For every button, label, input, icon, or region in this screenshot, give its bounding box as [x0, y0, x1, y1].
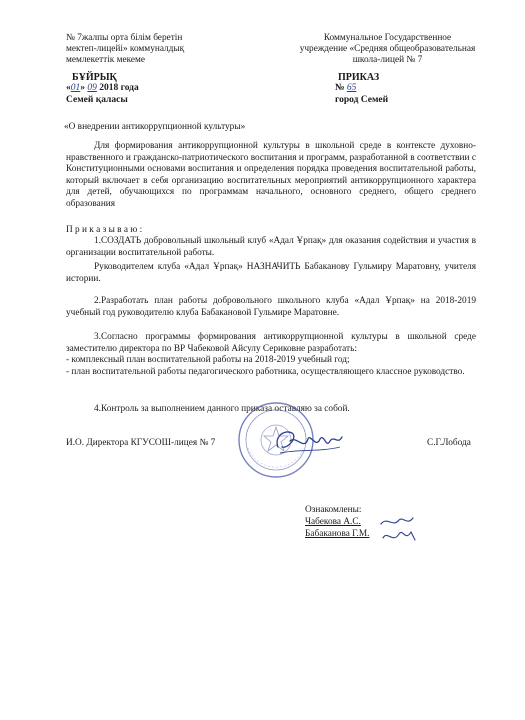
item-3: 3.Согласно программы формирования антикоррупционной культуры в школьной среде заместителю директора по ВР Чабековой Айсулу Сериковне разработать:: [66, 332, 476, 354]
item-3-sub-a: - комплексный план воспитательной работы на 2018-2019 учебный год;: [66, 355, 350, 365]
date-quote-open: «: [66, 83, 71, 93]
item-3-sub-b: - план воспитательной работы педагогического работника, осуществляющего классное руководство.: [66, 367, 465, 377]
order-title-kz: БҰЙРЫҚ: [72, 72, 117, 83]
header-left-line: мектеп-лицейі» коммуналдық: [66, 44, 185, 54]
header-right-line: учреждение «Средняя общеобразовательная: [299, 44, 476, 54]
city-kz: Семей қаласы: [66, 95, 128, 105]
header-left-line: № 7жалпы орта білім беретін: [66, 33, 183, 43]
item-1-appoint: Руководителем клуба «Адал Ұрпақ» НАЗНАЧИТЬ Бабаканову Гульмиру Маратовну, учителя истории.: [66, 262, 476, 284]
header-right-line: школа-лицей № 7: [352, 55, 423, 65]
order-subject: «О внедрении антикоррупционной культуры»: [64, 122, 246, 132]
director-position: И.О. Директора КГУСОШ-лицея № 7: [66, 438, 216, 448]
item-4: 4.Контроль за выполнением данного приказа оставляю за собой.: [94, 404, 350, 414]
city-ru: город Семей: [335, 95, 389, 105]
order-title-ru: ПРИКАЗ: [338, 72, 380, 83]
header-right-ru: [280, 33, 495, 66]
item-1: 1.СОЗДАТЬ добровольный школьный клуб «Адал Ұрпақ» для оказания содействия и участия в организации воспитательной работы.: [66, 236, 476, 258]
item-2: 2.Разработать план работы добровольного школьного клуба «Адал Ұрпақ» на 2018-2019 учебный год руководителю клуба Бабакановой Гульмире Маратовне.: [66, 296, 476, 318]
acquainted-label: Ознакомлены:: [305, 505, 362, 515]
order-date: [66, 83, 139, 93]
header-right-line: Коммунальное Государственное: [323, 33, 452, 43]
date-day: 01: [70, 83, 81, 93]
prikazyvayu-heading: П р и к а з ы в а ю :: [66, 225, 143, 235]
acquainted-person: Бабаканова Г.М.: [305, 529, 370, 539]
preamble-paragraph: Для формирования антикоррупционной культуры в школьной среде в контексте духовно-нравственного и гражданско-патриотического воспитания и программ, разработанной в соответствии с Конституционными основами воспитания и определения порядка проведения воспитательной работы, который включает в себя организацию воспитательных мероприятий антикоррупционного характера для детей, обучающихся по программам начального, основного среднего, общего среднего образования: [66, 141, 476, 209]
order-number-value: 65: [346, 83, 357, 93]
acquainted-person: Чабекова А.С.: [305, 517, 361, 527]
director-signature-icon: [270, 425, 345, 464]
date-month: 09: [87, 83, 97, 93]
header-left-line: мемлекеттік мекеме: [66, 55, 146, 65]
order-number-label: №: [335, 83, 345, 93]
date-quote-close: »: [80, 83, 88, 93]
date-year: 2018 года: [96, 83, 139, 93]
header-left-kz: [66, 33, 256, 66]
director-name: С.Г.Лобода: [427, 438, 471, 448]
order-number: [335, 83, 356, 93]
acquaintance-signatures-icon: [375, 514, 420, 553]
